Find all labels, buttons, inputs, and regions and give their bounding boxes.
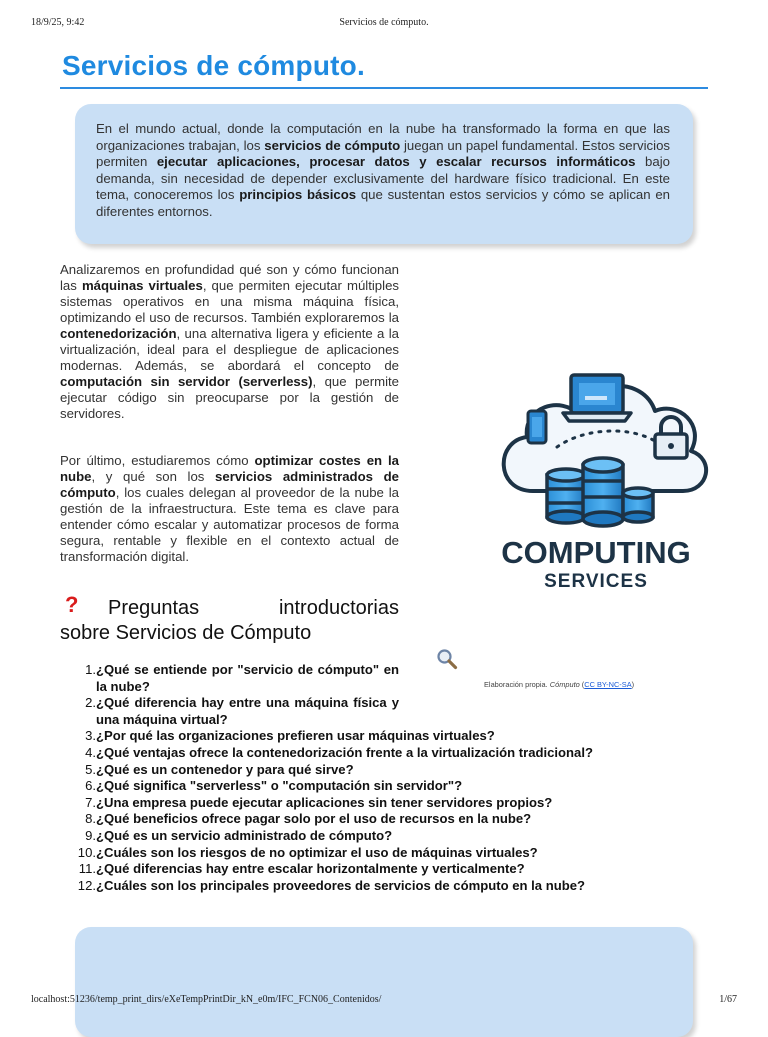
body-paragraph-2: Por último, estudiaremos cómo optimizar costes en la nube, y qué son los servicios administrados de cómputo, los cuales delegan al proveedor de la nube la gestión de la infraestructura. Este tema es clave para entender cómo escalar y automatizar procesos de forma segura, rentable y flexible en el contexto actual de transformación digital. [60,453,399,564]
list-item: 3. ¿Por qué las organizaciones prefieren usar máquinas virtuales? [85,728,495,744]
title-divider [60,87,708,89]
intro-bold-1: servicios de cómputo [264,137,401,153]
list-item: 9. ¿Qué es un servicio administrado de cómputo? [85,827,393,843]
figure-caption: Elaboración propia. Cómputo (CC BY-NC-SA) [484,680,635,689]
list-item: 11. ¿Qué diferencias hay entre escalar horizontalmente y verticalmente? [78,861,525,877]
page-number: 1/67 [719,994,737,1005]
list-item: 5. ¿Qué es un contenedor y para qué sirve? [85,761,354,777]
list-item: 8. ¿Qué beneficios ofrece pagar solo por el uso de recursos en la nube? [85,811,532,827]
figure-subtitle: SERVICES [544,571,648,592]
body-paragraph-1: Analizaremos en profundidad qué son y cómo funcionan las máquinas virtuales, que permiten ejecutar múltiples sistemas operativos en una misma máquina física, optimizando el uso de recursos. También exploraremos la contenedorización, una alternativa ligera y eficiente a la virtualización, ideal para el despliegue de aplicaciones modernas. Además, se abordará el concepto de computación sin servidor (serverless), que permite ejecutar código sin preocuparse por la gestión de servidores. [60,262,399,421]
list-item: 1. ¿Qué se entiende por "servicio de cómputo" en la nube? [85,662,399,694]
intro-paragraph: En el mundo actual, donde la computación en la nube ha transformado la forma en que las organizaciones trabajan, los servicios de cómputo juegan un papel fundamental. Estos servicios permiten ejecutar aplicaciones, procesar datos y escalar recursos informáticos bajo demanda, sin necesidad de depender exclusivamente del hardware físico tradicional. En este tema, conoceremos los principios básicos que sustentan estos servicios y cómo se aplican en diferentes entornos. [96,121,671,219]
questions-list [60,662,680,894]
print-datetime: 18/9/25, 9:42 [31,17,85,28]
list-item: 2. ¿Qué diferencia hay entre una máquina física y una máquina virtual? [85,695,399,727]
print-url: localhost:51236/temp_print_dirs/eXeTempPrintDir_kN_e0m/IFC_FCN06_Contenidos/ [31,994,382,1005]
computing-services-illustration[interactable] [465,269,727,639]
page-title: Servicios de cómputo. [62,50,365,81]
figure-title: COMPUTING [501,535,691,570]
intro-bold-2: ejecutar aplicaciones, procesar datos y escalar recursos informáticos [156,154,636,170]
next-section-box [75,927,693,1037]
print-footer [0,994,768,1008]
license-link[interactable]: CC BY-NC-SA [584,680,632,689]
intro-bold-3: principios básicos [239,187,357,203]
list-item: 7. ¿Una empresa puede ejecutar aplicaciones sin tener servidores propios? [85,794,553,810]
list-item: 12. ¿Cuáles son los principales proveedores de servicios de cómputo en la nube? [77,877,585,893]
list-item: 6. ¿Qué significa "serverless" o "computación sin servidor"? [85,778,463,794]
magnifier-icon[interactable] [436,648,458,670]
questions-heading: Preguntas introductorias sobre Servicios de Cómputo [60,597,399,644]
cloud-computing-icon [465,269,727,639]
list-item: 4. ¿Qué ventajas ofrece la contenedorización frente a la virtualización tradicional? [85,744,593,760]
question-mark-icon: ? [65,592,79,617]
list-item: 10. ¿Cuáles son los riesgos de no optimizar el uso de máquinas virtuales? [77,844,538,860]
print-header [0,17,768,31]
print-title: Servicios de cómputo. [339,17,429,28]
